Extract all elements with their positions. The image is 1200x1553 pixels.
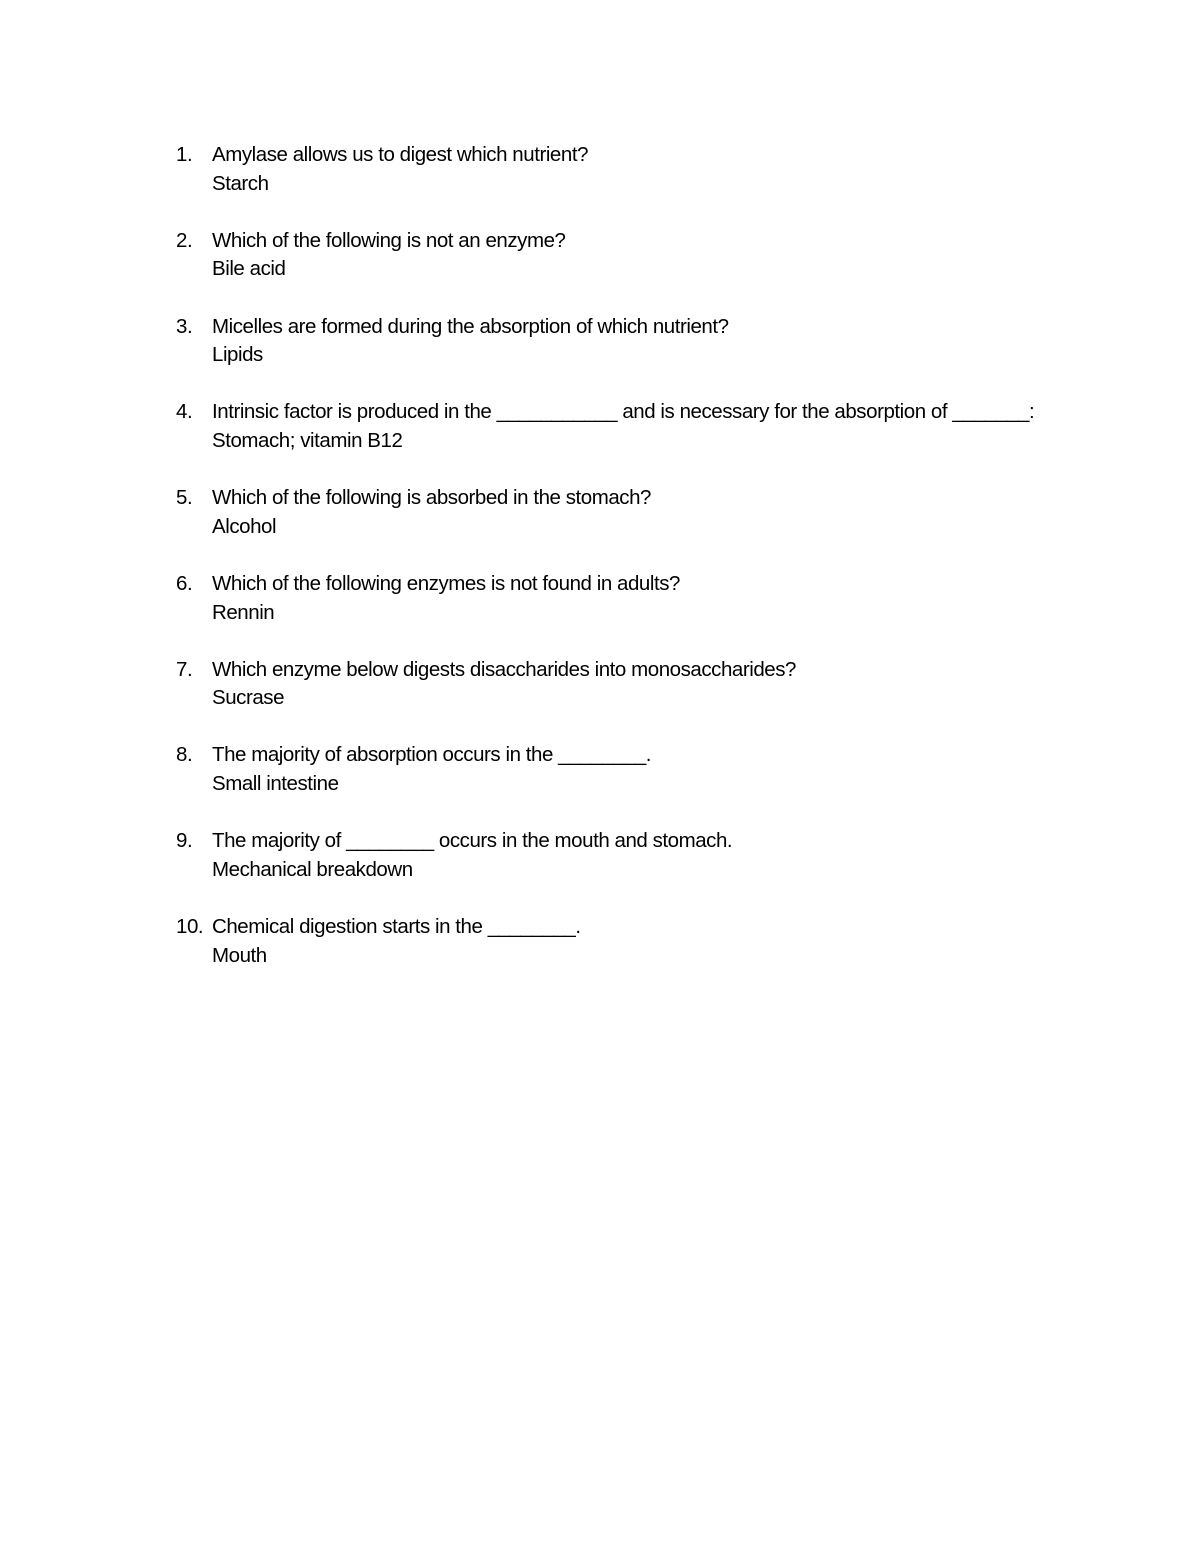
list-item [176,484,1036,541]
question-text: Which of the following enzymes is not found in adults? [212,571,680,595]
list-item [176,313,1036,370]
question-number: 5. [176,486,193,510]
question-number: 3. [176,314,193,338]
list-item [176,141,1036,198]
question-number: 9. [176,829,193,853]
question-text: Intrinsic factor is produced in the ___________ and is necessary for the absorption of _______: [212,400,1035,424]
answer-text: Lipids [212,343,263,367]
question-body [212,741,1036,798]
list-item [176,227,1036,284]
question-text: The majority of ________ occurs in the mouth and stomach. [212,829,733,853]
list-item [176,827,1036,884]
question-number: 7. [176,657,193,681]
question-number: 1. [176,143,193,166]
answer-text: Bile acid [212,257,286,281]
question-text: Which of the following is absorbed in the stomach? [212,486,652,510]
question-body [212,656,1036,713]
answer-text: Mechanical breakdown [212,857,413,881]
question-body [212,227,1036,284]
question-body [212,484,1036,541]
question-body [212,398,1036,455]
answer-text: Starch [212,171,269,195]
question-body [212,913,1036,970]
question-body [212,141,1036,198]
answer-text: Sucrase [212,686,285,710]
question-list [176,141,1036,999]
question-text: Chemical digestion starts in the ________. [212,915,581,939]
answer-text: Rennin [212,600,275,624]
list-item [176,570,1036,627]
question-text: Micelles are formed during the absorption of which nutrient? [212,314,729,338]
answer-text: Stomach; vitamin B12 [212,428,403,452]
question-number: 6. [176,571,193,595]
question-text: Amylase allows us to digest which nutrient? [212,143,589,166]
question-number: 8. [176,743,193,767]
question-number: 10. [176,915,204,939]
question-number: 4. [176,400,193,424]
question-text: Which of the following is not an enzyme? [212,228,566,252]
question-text: Which enzyme below digests disaccharides into monosaccharides? [212,657,796,681]
list-item [176,741,1036,798]
answer-text: Mouth [212,943,267,967]
answer-text: Alcohol [212,514,277,538]
list-item [176,656,1036,713]
question-body [212,313,1036,370]
question-number: 2. [176,228,193,252]
list-item [176,398,1036,455]
question-body [212,570,1036,627]
question-text: The majority of absorption occurs in the ________. [212,743,652,767]
question-body [212,827,1036,884]
answer-text: Small intestine [212,772,339,796]
list-item [176,913,1036,970]
